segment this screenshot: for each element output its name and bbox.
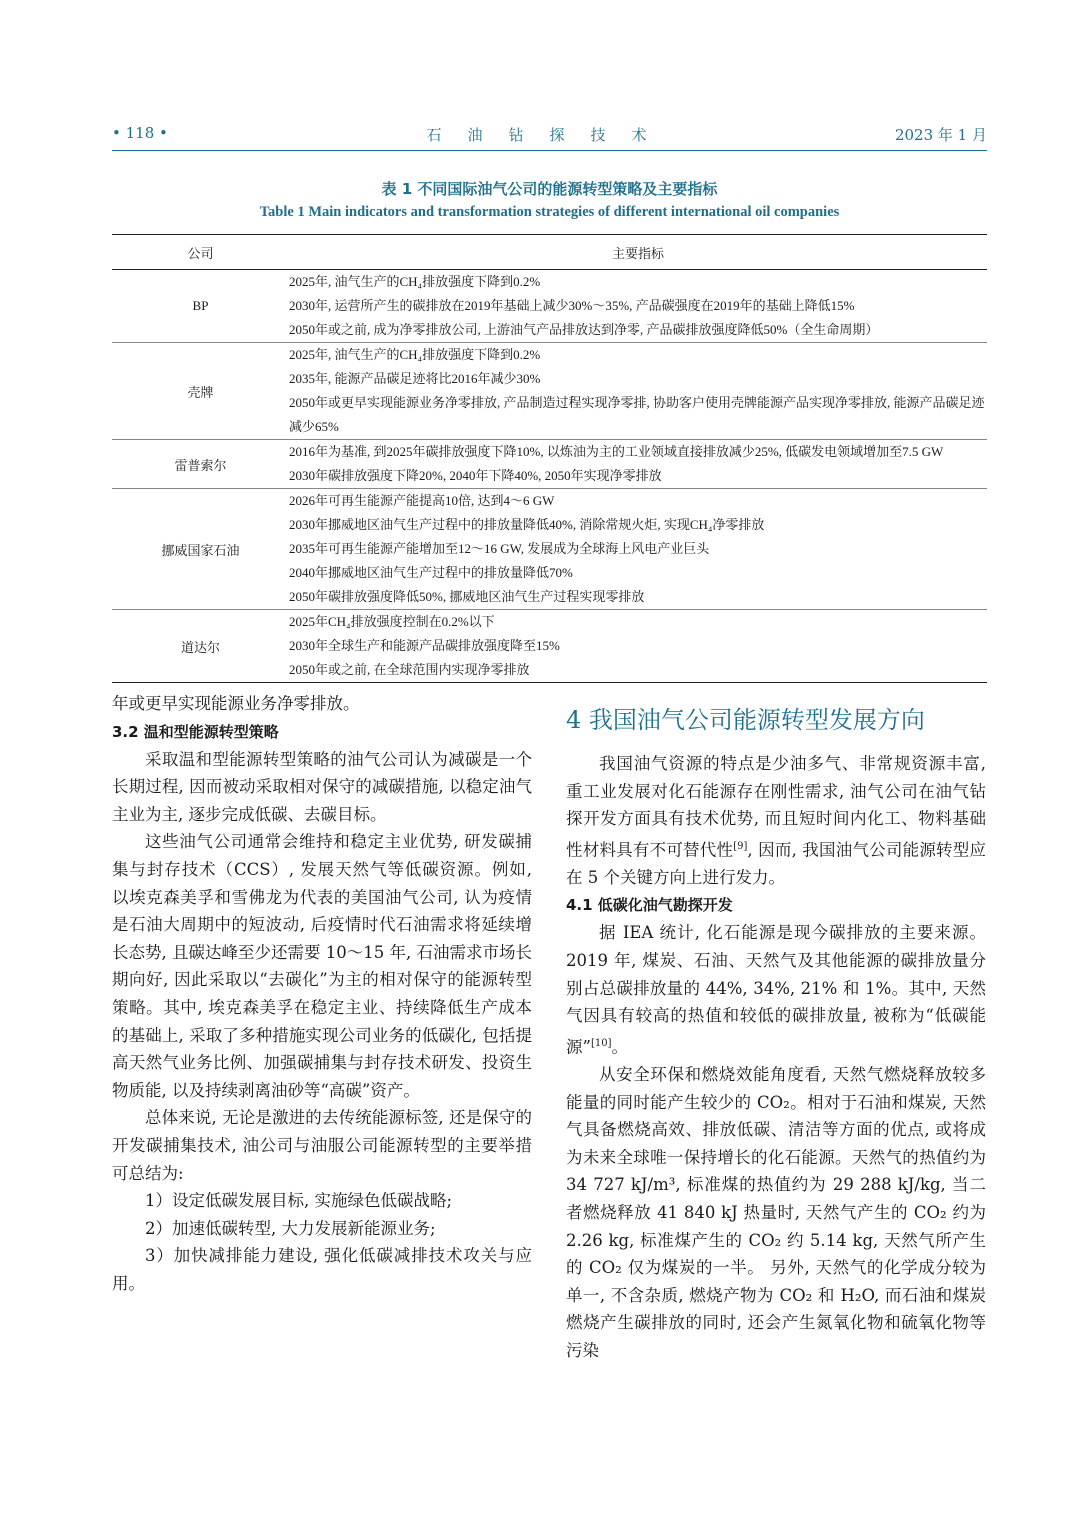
paragraph-text: 。 bbox=[611, 1037, 628, 1057]
table-caption-en: Table 1 Main indicators and transformation strategies of different international oil companies bbox=[259, 204, 840, 220]
strategy-table bbox=[112, 234, 987, 683]
list-item: 3）加快减排能力建设, 强化低碳减排技术攻关与应用。 bbox=[112, 1246, 532, 1293]
issue-date: 2023 年 1 月 bbox=[894, 126, 987, 144]
indicator-line: 2050年碳排放强度降低50%, 挪威地区油气生产过程实现零排放 bbox=[289, 589, 645, 604]
indicator-line: 2040年挪威地区油气生产过程中的排放量降低70% bbox=[289, 565, 573, 580]
indicator-line: 2035年可再生能源产能增加至12～16 GW, 发展成为全球海上风电产业巨头 bbox=[289, 541, 710, 556]
paragraph-text: 我国油气资源的特点是少油多气、非常规资源丰富, 重工业发展对化石能源存在刚性需求, 油气公司在油气钻探开发方面具有技术优势, 而且短时间内化工、物料基础性材料具有不可替代性 bbox=[566, 754, 986, 860]
section-heading-4-1: 4.1 低碳化油气勘探开发 bbox=[566, 896, 733, 915]
table-row bbox=[112, 343, 987, 440]
indicator-line: 2025年CH₄排放强度控制在0.2%以下 bbox=[289, 614, 495, 629]
company-cell: 挪威国家石油 bbox=[112, 489, 289, 610]
company-cell: 道达尔 bbox=[112, 610, 289, 683]
company-cell: 壳牌 bbox=[112, 343, 289, 440]
company-cell: 雷普索尔 bbox=[112, 440, 289, 489]
table-row bbox=[112, 610, 987, 683]
indicator-line: 2016年为基准, 到2025年碳排放强度下降10%, 以炼油为主的工业领域直接排放减少25%, 低碳发电领域增加至7.5 GW bbox=[289, 444, 944, 459]
section-heading-4: 4 我国油气公司能源转型发展方向 bbox=[566, 706, 925, 734]
running-header bbox=[112, 120, 987, 151]
indicator-line: 2035年, 能源产品碳足迹将比2016年减少30% bbox=[289, 371, 541, 386]
indicator-line: 2050年或之前, 在全球范围内实现净零排放 bbox=[289, 662, 530, 677]
citation-ref[interactable]: [9] bbox=[733, 840, 748, 852]
paragraph: 总体来说, 无论是激进的去传统能源标签, 还是保守的开发碳捕集技术, 油公司与油服公司能源转型的主要举措可总结为: bbox=[112, 1108, 532, 1183]
header-indicators: 主要指标 bbox=[289, 235, 987, 270]
continued-paragraph: 年或更早实现能源业务净零排放。 bbox=[112, 694, 360, 713]
indicator-line: 2030年碳排放强度下降20%, 2040年下降40%, 2050年实现净零排放 bbox=[289, 468, 662, 483]
indicators-cell bbox=[289, 343, 987, 440]
journal-title: 石油钻探技术 bbox=[426, 126, 673, 144]
page-number: • 118 • bbox=[112, 124, 168, 142]
citation-ref[interactable]: [10] bbox=[590, 1037, 612, 1049]
section-heading-3-2: 3.2 温和型能源转型策略 bbox=[112, 722, 279, 741]
table-row bbox=[112, 440, 987, 489]
paragraph bbox=[566, 919, 986, 1060]
paragraph bbox=[566, 750, 986, 891]
indicator-line: 2050年或更早实现能源业务净零排放, 产品制造过程实现净零排, 协助客户使用壳牌能源产品实现净零排放, 能源产品碳足迹减少65% bbox=[289, 395, 985, 434]
indicators-cell bbox=[289, 489, 987, 610]
indicator-line: 2025年, 油气生产的CH₄排放强度下降到0.2% bbox=[289, 347, 541, 362]
indicator-line: 2030年挪威地区油气生产过程中的排放量降低40%, 消除常规火炬, 实现CH₄净零排放 bbox=[289, 517, 765, 532]
list-item: 2）加速低碳转型, 大力发展新能源业务; bbox=[145, 1218, 436, 1238]
table-row bbox=[112, 270, 987, 343]
right-column bbox=[566, 690, 986, 1364]
indicator-line: 2050年或之前, 成为净零排放公司, 上游油气产品排放达到净零, 产品碳排放强度降低50%（全生命周期） bbox=[289, 322, 879, 337]
indicator-line: 2030年全球生产和能源产品碳排放强度降至15% bbox=[289, 638, 560, 653]
table-body bbox=[112, 270, 987, 683]
paragraph: 采取温和型能源转型策略的油气公司认为减碳是一个长期过程, 因而被动采取相对保守的减碳措施, 以稳定油气主业为主, 逐步完成低碳、去碳目标。 bbox=[112, 749, 532, 824]
header-company: 公司 bbox=[112, 235, 289, 270]
paragraph-text: , 因而, 我国油气公司能源转型应在 5 个关键方向上进行发力。 bbox=[566, 840, 987, 887]
paragraph-text: 据 IEA 统计, 化石能源是现今碳排放的主要来源。2019 年, 煤炭、石油、天然气及其他能源的碳排放量分别占总碳排放量的 44%, 34%, 21% 和 1%。其中, 天然气因具有较高的热值和较低的碳排放量, 被称为“低碳能源” bbox=[566, 923, 986, 1057]
indicator-line: 2025年, 油气生产的CH₄排放强度下降到0.2% bbox=[289, 274, 541, 289]
indicator-line: 2030年, 运营所产生的碳排放在2019年基础上减少30%～35%, 产品碳强度在2019年的基础上降低15% bbox=[289, 298, 855, 313]
company-cell: BP bbox=[112, 270, 289, 343]
left-column bbox=[112, 690, 532, 1297]
indicators-cell bbox=[289, 610, 987, 683]
table-caption-cn: 表 1 不同国际油气公司的能源转型策略及主要指标 bbox=[381, 180, 718, 198]
list-item: 1）设定低碳发展目标, 实施绿色低碳战略; bbox=[145, 1191, 453, 1211]
paragraph: 这些油气公司通常会维持和稳定主业优势, 研发碳捕集与封存技术（CCS）, 发展天然气等低碳资源。例如, 以埃克森美孚和雪佛龙为代表的美国油气公司, 认为疫情是石油大周期中的短波动, 后疫情时代石油需求将延续增长态势, 且碳达峰至少还需要 10～15 年, 石油需求市场长期向好, 因此采取以“去碳化”为主的相对保守的能源转型策略。其中, 埃克森美孚在稳定主业、持续降低生产成本的基础上, 采取了多种措施实现公司业务的低碳化, 包括提高天然气业务比例、加强碳捕集与封存技术研发、投资生物质能, 以及持续剥离油砂等“高碳”资产。 bbox=[112, 832, 532, 1100]
indicator-line: 2026年可再生能源产能提高10倍, 达到4～6 GW bbox=[289, 493, 555, 508]
indicators-cell bbox=[289, 270, 987, 343]
indicators-cell bbox=[289, 440, 987, 489]
table-row bbox=[112, 489, 987, 610]
paragraph: 从安全环保和燃烧效能角度看, 天然气燃烧释放较多能量的同时能产生较少的 CO₂。相对于石油和煤炭, 天然气具备燃烧高效、排放低碳、清洁等方面的优点, 或将成为未来全球唯一保持增长的化石能源。天然气的热值约为 34 727 kJ/m³, 标准煤的热值约为 29 288 kJ/kg, 当二者燃烧释放 41 840 kJ 热量时, 天然气产生的 CO₂ 约为 2.26 kg, 标准煤产生的 CO₂ 约 5.14 kg, 天然气所产生的 CO₂ 仅为煤炭的一半。 另外, 天然气的化学成分较为单一, 不含杂质, 燃烧产物为 CO₂ 和 H₂O, 而石油和煤炭燃烧产生碳排放的同时, 还会产生氮氧化物和硫氧化物等污染 bbox=[566, 1064, 986, 1360]
table-header-row bbox=[112, 235, 987, 270]
